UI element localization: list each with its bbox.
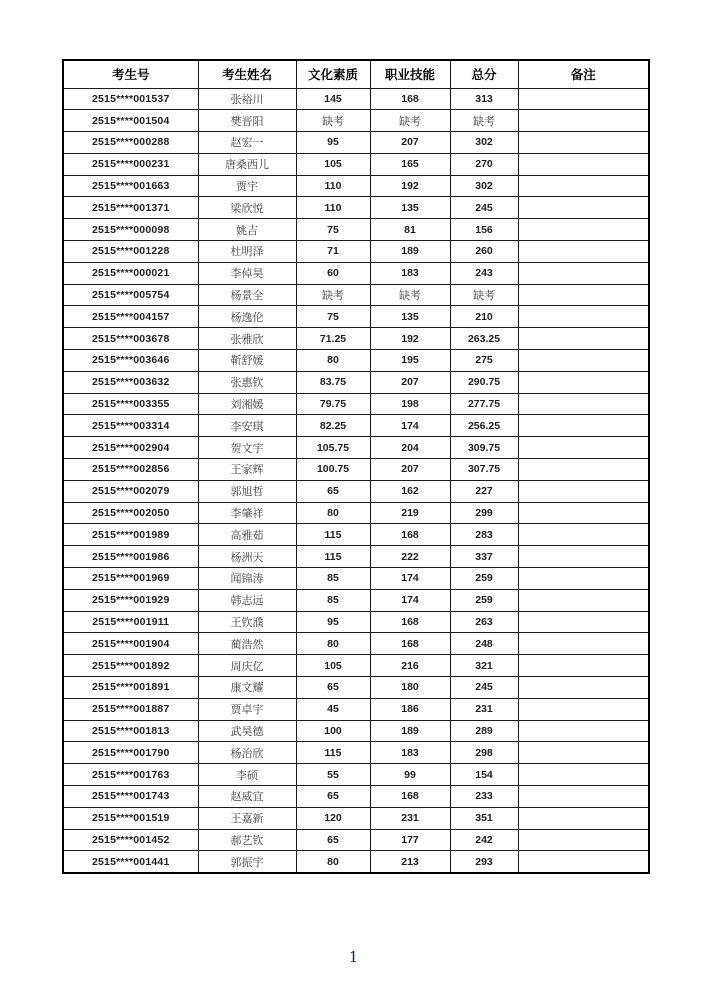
cell-exam-id: 2515****001371 <box>63 197 198 219</box>
cell-candidate-name: 李硕 <box>198 764 296 786</box>
cell-skill-score: 174 <box>370 589 450 611</box>
cell-culture-score: 82.25 <box>296 415 370 437</box>
cell-candidate-name: 张裕川 <box>198 88 296 110</box>
cell-candidate-name: 王家辉 <box>198 459 296 481</box>
cell-exam-id: 2515****001989 <box>63 524 198 546</box>
cell-skill-score: 168 <box>370 611 450 633</box>
cell-remark <box>518 284 649 306</box>
cell-total-score: 283 <box>450 524 518 546</box>
cell-exam-id: 2515****002904 <box>63 437 198 459</box>
cell-candidate-name: 张雅欣 <box>198 328 296 350</box>
cell-total-score: 263.25 <box>450 328 518 350</box>
cell-culture-score: 115 <box>296 546 370 568</box>
cell-culture-score: 115 <box>296 524 370 546</box>
cell-total-score: 259 <box>450 589 518 611</box>
cell-remark <box>518 829 649 851</box>
table-row <box>63 437 649 459</box>
cell-skill-score: 186 <box>370 698 450 720</box>
table-row <box>63 459 649 481</box>
table-row <box>63 284 649 306</box>
cell-exam-id: 2515****000288 <box>63 132 198 154</box>
cell-remark <box>518 415 649 437</box>
table-row <box>63 241 649 263</box>
cell-skill-score: 99 <box>370 764 450 786</box>
cell-candidate-name: 樊晋阳 <box>198 110 296 132</box>
cell-candidate-name: 靳舒媛 <box>198 350 296 372</box>
cell-total-score: 缺考 <box>450 284 518 306</box>
cell-candidate-name: 杨景全 <box>198 284 296 306</box>
cell-culture-score: 110 <box>296 197 370 219</box>
cell-culture-score: 65 <box>296 480 370 502</box>
cell-remark <box>518 742 649 764</box>
cell-exam-id: 2515****003632 <box>63 371 198 393</box>
table-row <box>63 851 649 873</box>
cell-exam-id: 2515****002856 <box>63 459 198 481</box>
cell-candidate-name: 杨逸伦 <box>198 306 296 328</box>
cell-culture-score: 95 <box>296 132 370 154</box>
cell-candidate-name: 贺文宇 <box>198 437 296 459</box>
cell-exam-id: 2515****001663 <box>63 175 198 197</box>
cell-culture-score: 80 <box>296 350 370 372</box>
cell-total-score: 293 <box>450 851 518 873</box>
table-row <box>63 262 649 284</box>
header-culture-score: 文化素质 <box>296 60 370 88</box>
cell-skill-score: 165 <box>370 153 450 175</box>
cell-skill-score: 207 <box>370 132 450 154</box>
cell-candidate-name: 赵宏一 <box>198 132 296 154</box>
cell-exam-id: 2515****004157 <box>63 306 198 328</box>
cell-exam-id: 2515****001228 <box>63 241 198 263</box>
cell-total-score: 302 <box>450 132 518 154</box>
cell-exam-id: 2515****001743 <box>63 786 198 808</box>
cell-remark <box>518 655 649 677</box>
cell-remark <box>518 851 649 873</box>
cell-total-score: 242 <box>450 829 518 851</box>
cell-candidate-name: 贾宇 <box>198 175 296 197</box>
cell-exam-id: 2515****001537 <box>63 88 198 110</box>
cell-remark <box>518 371 649 393</box>
cell-candidate-name: 李安琪 <box>198 415 296 437</box>
cell-culture-score: 45 <box>296 698 370 720</box>
cell-exam-id: 2515****001763 <box>63 764 198 786</box>
cell-skill-score: 198 <box>370 393 450 415</box>
cell-remark <box>518 175 649 197</box>
cell-remark <box>518 153 649 175</box>
cell-remark <box>518 393 649 415</box>
table-row <box>63 110 649 132</box>
score-table-body <box>63 88 649 873</box>
cell-total-score: 275 <box>450 350 518 372</box>
cell-culture-score: 85 <box>296 589 370 611</box>
cell-total-score: 156 <box>450 219 518 241</box>
cell-exam-id: 2515****001452 <box>63 829 198 851</box>
cell-skill-score: 216 <box>370 655 450 677</box>
cell-skill-score: 189 <box>370 720 450 742</box>
cell-exam-id: 2515****001813 <box>63 720 198 742</box>
table-row <box>63 568 649 590</box>
cell-candidate-name: 杜明泽 <box>198 241 296 263</box>
cell-candidate-name: 郭振宇 <box>198 851 296 873</box>
cell-exam-id: 2515****002050 <box>63 502 198 524</box>
table-row <box>63 219 649 241</box>
cell-candidate-name: 王嘉新 <box>198 807 296 829</box>
cell-total-score: 263 <box>450 611 518 633</box>
cell-culture-score: 105 <box>296 655 370 677</box>
cell-total-score: 245 <box>450 197 518 219</box>
header-skill-score: 职业技能 <box>370 60 450 88</box>
cell-total-score: 256.25 <box>450 415 518 437</box>
cell-total-score: 154 <box>450 764 518 786</box>
cell-culture-score: 80 <box>296 851 370 873</box>
cell-skill-score: 168 <box>370 786 450 808</box>
cell-exam-id: 2515****001911 <box>63 611 198 633</box>
table-row <box>63 611 649 633</box>
cell-skill-score: 174 <box>370 568 450 590</box>
cell-candidate-name: 武昊德 <box>198 720 296 742</box>
cell-candidate-name: 刘湘媛 <box>198 393 296 415</box>
cell-exam-id: 2515****003646 <box>63 350 198 372</box>
table-row <box>63 764 649 786</box>
cell-total-score: 313 <box>450 88 518 110</box>
table-row <box>63 415 649 437</box>
cell-total-score: 309.75 <box>450 437 518 459</box>
cell-exam-id: 2515****003314 <box>63 415 198 437</box>
cell-exam-id: 2515****003678 <box>63 328 198 350</box>
cell-total-score: 233 <box>450 786 518 808</box>
cell-candidate-name: 蔺浩然 <box>198 633 296 655</box>
table-row <box>63 197 649 219</box>
cell-culture-score: 缺考 <box>296 284 370 306</box>
cell-remark <box>518 480 649 502</box>
cell-remark <box>518 197 649 219</box>
cell-exam-id: 2515****001504 <box>63 110 198 132</box>
table-header-row <box>63 60 649 88</box>
table-row <box>63 350 649 372</box>
cell-total-score: 321 <box>450 655 518 677</box>
cell-exam-id: 2515****001790 <box>63 742 198 764</box>
cell-candidate-name: 王钦濮 <box>198 611 296 633</box>
cell-total-score: 307.75 <box>450 459 518 481</box>
cell-skill-score: 183 <box>370 262 450 284</box>
header-total-score: 总分 <box>450 60 518 88</box>
cell-culture-score: 115 <box>296 742 370 764</box>
table-row <box>63 786 649 808</box>
table-row <box>63 807 649 829</box>
header-exam-id: 考生号 <box>63 60 198 88</box>
cell-exam-id: 2515****000021 <box>63 262 198 284</box>
cell-remark <box>518 328 649 350</box>
cell-culture-score: 75 <box>296 306 370 328</box>
table-row <box>63 153 649 175</box>
cell-remark <box>518 611 649 633</box>
cell-culture-score: 80 <box>296 633 370 655</box>
cell-candidate-name: 郭旭哲 <box>198 480 296 502</box>
cell-total-score: 259 <box>450 568 518 590</box>
cell-skill-score: 81 <box>370 219 450 241</box>
cell-culture-score: 缺考 <box>296 110 370 132</box>
cell-remark <box>518 241 649 263</box>
cell-remark <box>518 350 649 372</box>
table-row <box>63 393 649 415</box>
cell-exam-id: 2515****001887 <box>63 698 198 720</box>
table-row <box>63 829 649 851</box>
cell-total-score: 227 <box>450 480 518 502</box>
cell-skill-score: 213 <box>370 851 450 873</box>
cell-remark <box>518 437 649 459</box>
cell-remark <box>518 459 649 481</box>
cell-candidate-name: 李倬昊 <box>198 262 296 284</box>
cell-total-score: 210 <box>450 306 518 328</box>
cell-total-score: 248 <box>450 633 518 655</box>
cell-culture-score: 145 <box>296 88 370 110</box>
cell-exam-id: 2515****002079 <box>63 480 198 502</box>
cell-culture-score: 100.75 <box>296 459 370 481</box>
cell-total-score: 351 <box>450 807 518 829</box>
table-row <box>63 720 649 742</box>
cell-remark <box>518 677 649 699</box>
cell-skill-score: 189 <box>370 241 450 263</box>
cell-culture-score: 60 <box>296 262 370 284</box>
cell-exam-id: 2515****001986 <box>63 546 198 568</box>
cell-total-score: 243 <box>450 262 518 284</box>
cell-candidate-name: 郝艺钦 <box>198 829 296 851</box>
cell-culture-score: 65 <box>296 677 370 699</box>
score-table <box>62 59 650 874</box>
cell-skill-score: 180 <box>370 677 450 699</box>
cell-skill-score: 207 <box>370 371 450 393</box>
cell-culture-score: 83.75 <box>296 371 370 393</box>
cell-exam-id: 2515****001519 <box>63 807 198 829</box>
cell-candidate-name: 周庆亿 <box>198 655 296 677</box>
cell-remark <box>518 786 649 808</box>
table-row <box>63 546 649 568</box>
cell-remark <box>518 568 649 590</box>
cell-culture-score: 105.75 <box>296 437 370 459</box>
cell-candidate-name: 闻锦涛 <box>198 568 296 590</box>
cell-total-score: 245 <box>450 677 518 699</box>
cell-remark <box>518 807 649 829</box>
cell-remark <box>518 633 649 655</box>
cell-remark <box>518 88 649 110</box>
cell-candidate-name: 张惠钦 <box>198 371 296 393</box>
cell-candidate-name: 姚吉 <box>198 219 296 241</box>
table-row <box>63 742 649 764</box>
cell-candidate-name: 赵威宜 <box>198 786 296 808</box>
cell-total-score: 277.75 <box>450 393 518 415</box>
cell-candidate-name: 梁欣悦 <box>198 197 296 219</box>
cell-remark <box>518 262 649 284</box>
cell-total-score: 337 <box>450 546 518 568</box>
table-row <box>63 524 649 546</box>
cell-skill-score: 204 <box>370 437 450 459</box>
cell-total-score: 231 <box>450 698 518 720</box>
cell-candidate-name: 杨治欣 <box>198 742 296 764</box>
cell-skill-score: 缺考 <box>370 284 450 306</box>
cell-skill-score: 222 <box>370 546 450 568</box>
cell-skill-score: 195 <box>370 350 450 372</box>
table-row <box>63 480 649 502</box>
table-row <box>63 677 649 699</box>
cell-candidate-name: 唐桑西儿 <box>198 153 296 175</box>
table-row <box>63 88 649 110</box>
cell-skill-score: 192 <box>370 328 450 350</box>
cell-remark <box>518 698 649 720</box>
cell-culture-score: 100 <box>296 720 370 742</box>
table-row <box>63 306 649 328</box>
cell-skill-score: 162 <box>370 480 450 502</box>
cell-exam-id: 2515****001441 <box>63 851 198 873</box>
cell-skill-score: 168 <box>370 633 450 655</box>
cell-skill-score: 缺考 <box>370 110 450 132</box>
cell-exam-id: 2515****001969 <box>63 568 198 590</box>
cell-candidate-name: 康文耀 <box>198 677 296 699</box>
cell-candidate-name: 贾卓宇 <box>198 698 296 720</box>
cell-culture-score: 65 <box>296 829 370 851</box>
cell-skill-score: 168 <box>370 88 450 110</box>
cell-exam-id: 2515****000231 <box>63 153 198 175</box>
cell-culture-score: 85 <box>296 568 370 590</box>
cell-culture-score: 95 <box>296 611 370 633</box>
cell-culture-score: 55 <box>296 764 370 786</box>
cell-skill-score: 192 <box>370 175 450 197</box>
table-row <box>63 655 649 677</box>
cell-culture-score: 105 <box>296 153 370 175</box>
cell-remark <box>518 764 649 786</box>
table-row <box>63 589 649 611</box>
cell-exam-id: 2515****001929 <box>63 589 198 611</box>
cell-exam-id: 2515****000098 <box>63 219 198 241</box>
cell-exam-id: 2515****001891 <box>63 677 198 699</box>
cell-exam-id: 2515****001892 <box>63 655 198 677</box>
cell-culture-score: 75 <box>296 219 370 241</box>
cell-skill-score: 177 <box>370 829 450 851</box>
cell-remark <box>518 132 649 154</box>
cell-skill-score: 207 <box>370 459 450 481</box>
cell-remark <box>518 306 649 328</box>
cell-remark <box>518 502 649 524</box>
cell-skill-score: 231 <box>370 807 450 829</box>
header-remark: 备注 <box>518 60 649 88</box>
header-candidate-name: 考生姓名 <box>198 60 296 88</box>
cell-total-score: 299 <box>450 502 518 524</box>
cell-total-score: 缺考 <box>450 110 518 132</box>
cell-culture-score: 71.25 <box>296 328 370 350</box>
cell-total-score: 302 <box>450 175 518 197</box>
page-number: 1 <box>348 948 359 966</box>
table-row <box>63 175 649 197</box>
cell-culture-score: 65 <box>296 786 370 808</box>
cell-skill-score: 174 <box>370 415 450 437</box>
cell-culture-score: 120 <box>296 807 370 829</box>
table-row <box>63 502 649 524</box>
cell-candidate-name: 李肇祥 <box>198 502 296 524</box>
cell-culture-score: 71 <box>296 241 370 263</box>
cell-remark <box>518 219 649 241</box>
cell-skill-score: 219 <box>370 502 450 524</box>
cell-skill-score: 168 <box>370 524 450 546</box>
cell-remark <box>518 524 649 546</box>
table-row <box>63 371 649 393</box>
cell-candidate-name: 韩志远 <box>198 589 296 611</box>
cell-skill-score: 135 <box>370 306 450 328</box>
table-row <box>63 633 649 655</box>
cell-skill-score: 135 <box>370 197 450 219</box>
cell-total-score: 270 <box>450 153 518 175</box>
cell-remark <box>518 720 649 742</box>
cell-remark <box>518 546 649 568</box>
cell-culture-score: 110 <box>296 175 370 197</box>
cell-culture-score: 79.75 <box>296 393 370 415</box>
cell-exam-id: 2515****003355 <box>63 393 198 415</box>
table-row <box>63 328 649 350</box>
cell-exam-id: 2515****001904 <box>63 633 198 655</box>
cell-total-score: 298 <box>450 742 518 764</box>
cell-candidate-name: 高雅茹 <box>198 524 296 546</box>
cell-culture-score: 80 <box>296 502 370 524</box>
cell-total-score: 260 <box>450 241 518 263</box>
cell-total-score: 289 <box>450 720 518 742</box>
cell-remark <box>518 589 649 611</box>
cell-exam-id: 2515****005754 <box>63 284 198 306</box>
cell-total-score: 290.75 <box>450 371 518 393</box>
table-row <box>63 698 649 720</box>
cell-remark <box>518 110 649 132</box>
cell-candidate-name: 杨洲天 <box>198 546 296 568</box>
cell-skill-score: 183 <box>370 742 450 764</box>
table-row <box>63 132 649 154</box>
